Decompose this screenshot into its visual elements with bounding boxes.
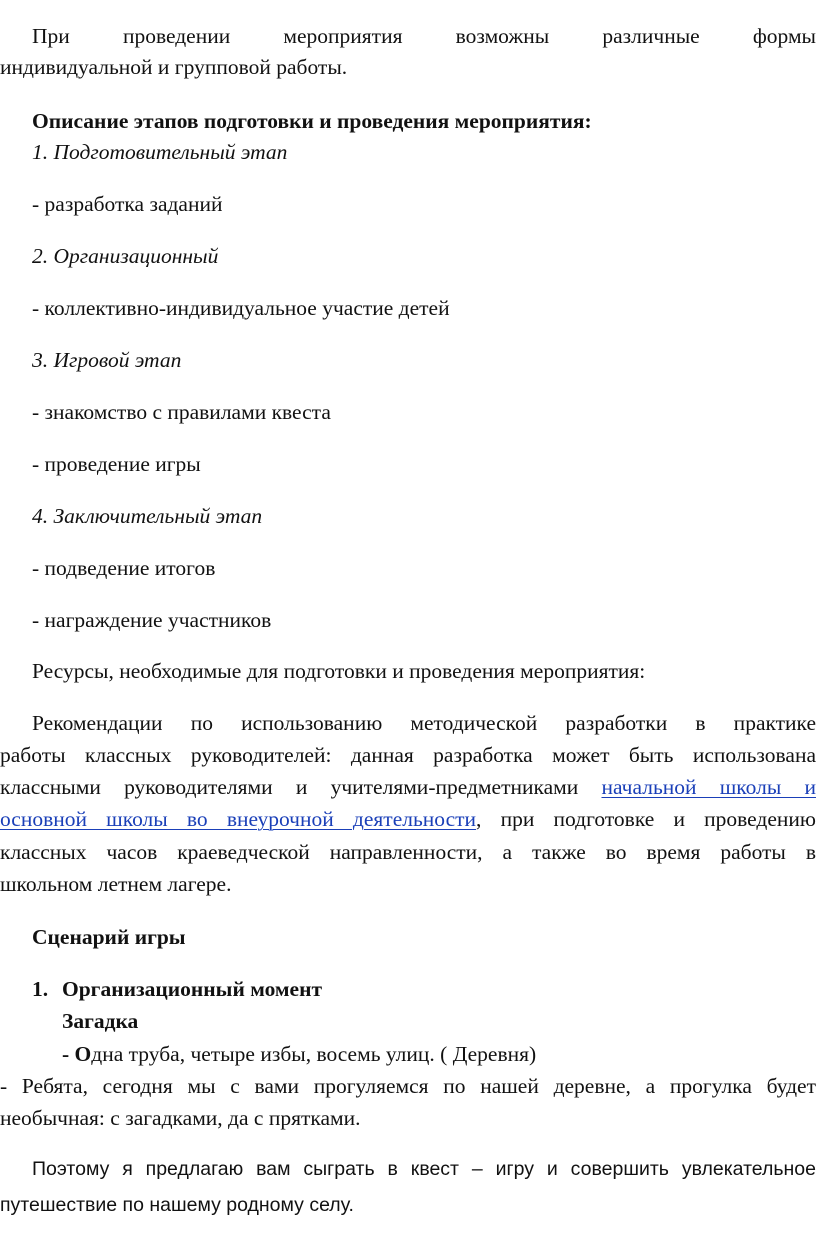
riddle-line (0, 1039, 816, 1069)
scenario-heading: Сценарий игры (32, 925, 186, 949)
stage-4-item-1: - подведение итогов (32, 556, 216, 580)
stage-1-title: 1. Подготовительный этап (32, 140, 288, 164)
scenario-item-1 (0, 974, 816, 1004)
intro-line-2: индивидуальной и групповой работы. (0, 55, 348, 79)
recommendations-text: классными руководителями и учителями-предметниками (0, 775, 602, 799)
stage-2-title: 2. Организационный (32, 244, 219, 268)
stage-3-item-1: - знакомство с правилами квеста (32, 400, 331, 424)
stage-3-item-2: - проведение игры (32, 452, 201, 476)
stage-4-item-2: - награждение участников (32, 608, 272, 632)
recommendations-line-1: Рекомендации по использованию методической разработки в практике (32, 711, 816, 735)
stage-4-title: 4. Заключительный этап (32, 504, 263, 528)
stage-2-item: - коллективно-индивидуальное участие детей (32, 296, 450, 320)
school-link-part-2[interactable]: основной школы во внеурочной деятельности (0, 807, 477, 831)
recommendations-line-4 (0, 804, 816, 834)
intro-line-1: При проведении мероприятия возможны различные формы (32, 24, 816, 48)
recommendations-line-6: школьном летнем лагере. (0, 872, 232, 896)
speech-line-2: необычная: с загадками, да с прятками. (0, 1106, 361, 1130)
stages-heading: Описание этапов подготовки и проведения мероприятия: (32, 109, 592, 133)
recommendations-line-3 (0, 772, 816, 802)
riddle-label: Загадка (62, 1009, 139, 1033)
final-line-1: Поэтому я предлагаю вам сыграть в квест – игру и совершить увлекательное (32, 1158, 816, 1180)
stage-3-title: 3. Игровой этап (32, 348, 182, 372)
speech-line-1: - Ребята, сегодня мы с вами прогуляемся по нашей деревне, а прогулка будет (0, 1074, 816, 1098)
final-line-2: путешествие по нашему родному селу. (0, 1194, 354, 1216)
riddle-text: дна труба, четыре избы, восемь улиц. ( Деревня) (91, 1042, 537, 1066)
scenario-item-number: 1. (32, 977, 49, 1001)
stage-1-item: - разработка заданий (32, 192, 223, 216)
school-link-part-1[interactable]: начальной школы и (601, 775, 816, 799)
recommendations-text-after-link: , при подготовке и проведению (476, 807, 816, 831)
recommendations-line-5: классных часов краеведческой направленности, а также во время работы в (0, 840, 816, 864)
riddle-prefix: - О (62, 1042, 92, 1066)
resources-line: Ресурсы, необходимые для подготовки и проведения мероприятия: (32, 659, 646, 683)
scenario-item-title: Организационный момент (62, 977, 323, 1001)
recommendations-line-2: работы классных руководителей: данная разработка может быть использована (0, 743, 816, 767)
